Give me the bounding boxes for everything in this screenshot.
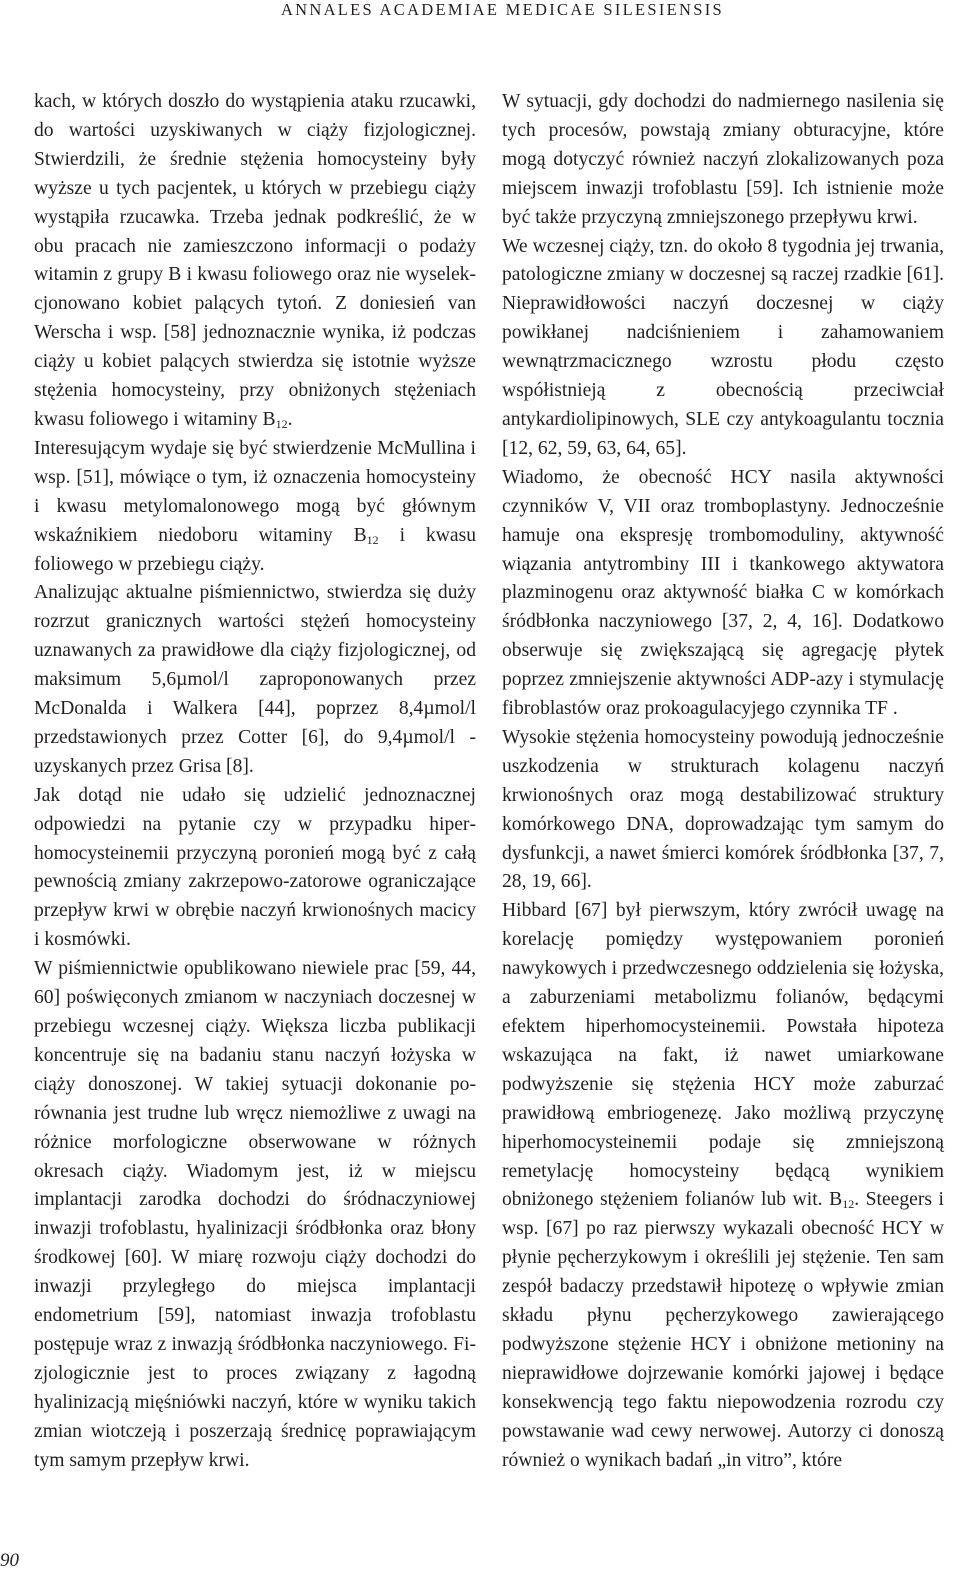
right-paragraph-5	[502, 897, 944, 1475]
left-paragraph-2-text: Interesującym wydaje się być stwierdzenie McMullina i wsp. [51], mówiące o tym, iż oznaczenia homocysteiny i kwasu metylomalonowego mogą być głównym wskaźnikiem niedoboru witaminy B	[34, 437, 476, 546]
right-paragraph-5-end: . Steegers i wsp. [67] po raz pierwszy wykazali obecność HCY w płynie pęcherzykowym i określili jej stężenie. Ten sam zespół badaczy przedstawił hipotezę o wpływie zmian składu płynu pęcherzykowego zawierającego podwyższone stężenie HCY i obniżone metioniny na nieprawidłowe dojrzewanie komórki jajowej i będące konsekwencją tego faktu niepowodzenia rozrodu czy powstawanie wad cewy nerwowej. Autorzy ci donoszą również o wynikach badań „in vitro”, które	[502, 1189, 944, 1471]
left-paragraph-2-end: i kwasu foliowego w przebiegu ciąży.	[34, 524, 476, 575]
right-paragraph-2: We wczesnej ciąży, tzn. do około 8 tygodnia jej trwania, patologiczne zmiany w doczesnej są raczej rzadkie [61]. Nieprawidłowości naczyń doczesnej w ciąży powikłanej nadciśnieniem i zahamowaniem wewnątrzmacicznego wzrostu płodu często współistnieją z obecnością przeciwciał antykardiolipinowych, SLE czy antykoagulantu tocznia [12, 62, 59, 63, 64, 65].	[502, 235, 944, 459]
right-paragraph-4: Wysokie stężenia homocysteiny powodują jednocześnie uszkodzenia w strukturach kolagenu naczyń krwionośnych oraz mogą destabilizować struktury komórkowego DNA, doprowadzając tym samym do dysfunkcji, a nawet śmierci komórek śródbłonka [37, 7, 28, 19, 66].	[502, 726, 944, 893]
left-paragraph-1-text: kach, w których doszło do wystąpienia ataku rzucawki, do wartości uzyskiwanych w ciąży fizjologicznej. Stwierdzili, że średnie stężenia homocysteiny były wyższe u tych pacjentek, u których w przebiegu ciąży wystąpiła rzucawka. Trzeba jednak podkreślić, że w obu pracach nie zamieszczono informacji o podaży witamin z grupy B i kwasu foliowego oraz nie wyselekcjonowano kobiet palących tytoń. Z doniesień van Werscha i wsp. [58] jednoznacznie wynika, iż podczas ciąży u kobiet palących stwierdza się istotnie wyższe stężenia homocysteiny, przy obniżonych stężeniach kwasu foliowego i witaminy B	[34, 91, 476, 430]
left-paragraph-4: Jak dotąd nie udało się udzielić jednoznacznej odpowiedzi na pytanie czy w przypadku hiperhomocysteinemii przyczyną poronień mogą być z całą pewnością zmiany zakrzepowo-zatorowe ograniczające przepływ krwi w obrębie naczyń krwionośnych macicy i kosmówki.	[34, 784, 476, 951]
running-header	[0, 0, 960, 24]
left-paragraph-3: Analizując aktualne piśmiennictwo, stwierdza się duży rozrzut granicznych wartości stężeń homocysteiny uznawanych za prawidłowe dla ciąży fizjologicznej, od maksimum 5,6µmol/l zaproponowanych przez McDonalda i Walkera [44], poprzez 8,4µmol/l przedstawionych przez Cotter [6], do 9,4µmol/l - uzyskanych przez Grisa [8].	[34, 582, 476, 777]
left-paragraph-2	[34, 435, 476, 580]
left-paragraph-1-end: .	[287, 408, 293, 430]
journal-title: ANNALES ACADEMIAE MEDICAE SILESIENSIS	[280, 0, 724, 19]
left-paragraph-5: W piśmiennictwie opublikowano niewiele prac [59, 44, 60] poświęconych zmianom w naczyniach doczesnej w przebiegu wczesnej ciąży. Większa liczba publikacji koncentruje się na badaniu stanu naczyń łożyska w ciąży donoszonej. W takiej sytuacji dokonanie porównania jest trudne lub wręcz niemożliwe z uwagi na różnice morfologiczne obserwowane w różnych okresach ciąży. Wiadomym jest, iż w miejscu implantacji zarodka dochodzi do śródnaczyniowej inwazji trofoblastu, hyalinizacji śródbłonka oraz błony środkowej [60]. W miarę rozwoju ciąży dochodzi do inwazji przyległego do miejsca implantacji endometrium [59], natomiast inwazja trofoblastu postępuje wraz z inwazją śródbłonka naczyniowego. Fizjologicznie jest to proces związany z łagodną hyalinizacją mięśniówki naczyń, które w wyniku takich zmian wiotczeją i poszerzają średnicę poprawiającym tym samym przepływ krwi.	[34, 958, 476, 1471]
right-paragraph-1: W sytuacji, gdy dochodzi do nadmiernego nasilenia się tych procesów, powstają zmiany obturacyjne, które mogą dotyczyć również naczyń zlokalizowanych poza miejscem inwazji trofoblastu [59]. Ich istnienie może być także przyczyną zmniejszonego przepływu krwi.	[502, 91, 944, 228]
subscript: 12	[366, 532, 379, 547]
subscript: 12	[842, 1197, 855, 1212]
left-column	[34, 88, 476, 1476]
right-column	[502, 88, 944, 1476]
subscript: 12	[275, 416, 288, 431]
right-paragraph-5-text: Hibbard [67] był pierwszym, który zwrócił uwagę na korelację pomiędzy występowaniem poronień nawykowych i przedwczesnego oddzielenia się łożyska, a zaburzeniami metabolizmu folianów, będącymi efektem hiperhomocysteinemii. Powstała hipoteza wskazująca na fakt, iż nawet umiarkowane podwyższenie się stężenia HCY może zaburzać prawidłową embriogenezę. Jako możliwą przyczynę hiperhomocysteinemii podaje się zmniejszoną remetylację homocysteiny będącą wynikiem obniżonego stężeniem folianów lub wit. B	[502, 900, 944, 1211]
right-paragraph-3: Wiadomo, że obecność HCY nasila aktywności czynników V, VII oraz tromboplastyny. Jednocześnie hamuje ona ekspresję trombomoduliny, aktywność wiązania antytrombiny III i tkankowego aktywatora plazminogenu oraz aktywność białka C w komórkach śródbłonka naczyniowego [37, 2, 4, 16]. Dodatkowo obserwuje się zwiększającą się agregację płytek poprzez zmniejszenie aktywności ADP-azy i stymulację fibroblastów oraz prokoagulacyjego czynnika TF .	[502, 466, 944, 720]
page-number: 90	[0, 1550, 19, 1571]
left-paragraph-1	[34, 88, 476, 435]
